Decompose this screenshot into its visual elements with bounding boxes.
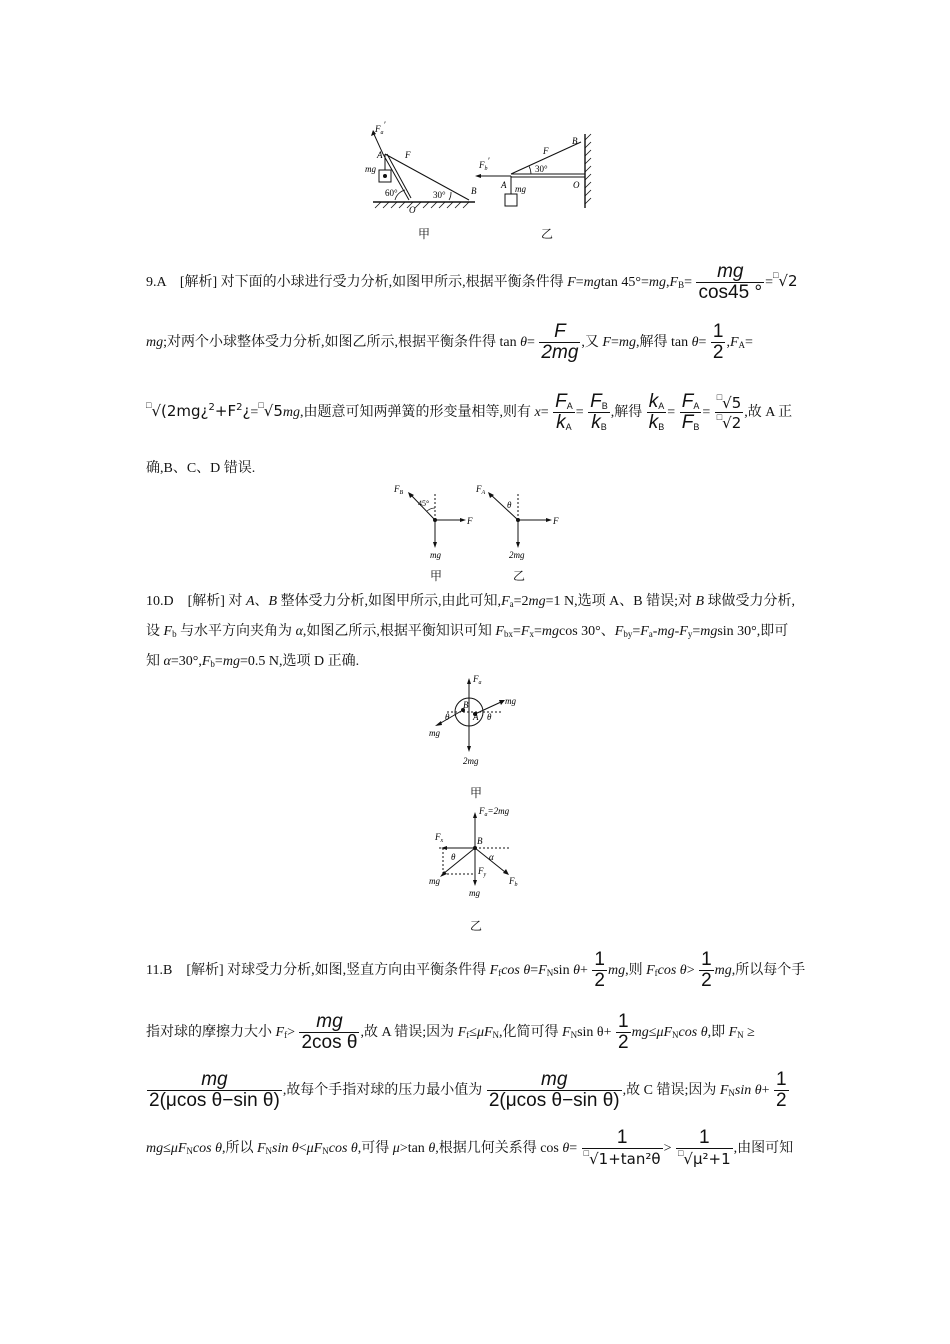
q11-line-4: $mg\le\mu F_N\cos$ θ,所以 $F_N\sin$ $\theta<\mu F_N\cos$ θ,可得 μ>tan θ,根据几何关系得 cos θ= $\frac{1}{^□√1+\tan^2\theta}$ > $\frac{1}{^□√\mu^2+1}$ ,由图可知 xyxy=(146,1127,794,1168)
q9-frac-4: $\frac{F_A}{k_A}$ xyxy=(555,391,573,433)
fig-top-label-f: F xyxy=(405,150,411,160)
fig-q10b-label-fy: $F_y$ xyxy=(478,866,487,878)
fig-q9-label-f2: F xyxy=(553,516,559,526)
fig-q9-label-45: 45° xyxy=(418,499,430,508)
q11-frac-9: $\frac{1}{^□√\mu^2+1}$ xyxy=(677,1127,731,1168)
fig-q9-label-2mg: 2mg xyxy=(509,550,525,560)
fig-q9-label-fa: $F_A$ xyxy=(476,484,486,496)
q9-frac-2: $\frac{F}{2mg}$ xyxy=(541,321,579,363)
q11-frac-8: $\frac{1}{^□√1+\tan^2\theta}$ xyxy=(583,1127,661,1168)
fig-q10b-label-fb: $F_b$ xyxy=(509,876,518,888)
fig-q10a-label-theta-left: θ xyxy=(445,712,450,722)
fig-q9-label-f: F xyxy=(467,516,473,526)
figure-top xyxy=(365,118,605,214)
fig-top-label-b: B xyxy=(471,186,477,196)
fig-q10a-label-a: A xyxy=(473,712,479,722)
q9-line-2: mg;对两个小球整体受力分析,如图乙所示,根据平衡条件得 tan θ= $\frac{F}{2mg}$ ,又 F=mg,解得 tan θ= $\frac{1}{2}$ $,F_A=$ xyxy=(146,321,753,363)
fig-top-label-30b: 30° xyxy=(535,164,548,174)
q10-line-1: 10.D [解析] 对 A、B 整体受力分析,如图甲所示,由此可知$,F_a=2mg=1$ N,选项 A、B 错误;对 B 球做受力分析, xyxy=(146,594,796,609)
fig-q10b-label-mg-mid: mg xyxy=(469,888,480,898)
q11-line-3: $\frac{mg}{\text{2(μcos θ−sin θ)}}$ ,故每个手指对球的压力最小值为 $\frac{mg}{\text{2(μcos θ−sin θ)}}$ ,故 C 错误;因为 $F_N\sin$ θ+ $\frac{1}{2}$ xyxy=(149,1069,787,1111)
q11-frac-7: $\frac{1}{2}$ xyxy=(776,1069,787,1111)
fig-top-label-30: 30° xyxy=(433,190,446,200)
figure-q9 xyxy=(390,480,570,560)
fig-q10b-label-fa: $F_a=2mg$ xyxy=(479,806,510,818)
fig-top-label-f2: F xyxy=(543,146,549,156)
fig-top-label-fa: $F_a'$ xyxy=(375,120,386,136)
q10-line-2: 设 $F_b$ 与水平方向夹角为 α,如图乙所示,根据平衡知识可知 $F_{bx}=F_x=mgcos$ 30°、$F_{by}=F_a-mg-F_y=mgsin$ 30°,即可 xyxy=(146,624,789,639)
fig-q9-label-fb: $F_B$ xyxy=(394,484,404,496)
fig-top-label-o2: O xyxy=(573,180,580,190)
fig-top-label-60: 60° xyxy=(385,188,398,198)
q10-line-3: 知 $\alpha=30^\circ,F_b=mg=0.5$ N,选项 D 正确. xyxy=(146,654,360,669)
fig-q9-label-mg: mg xyxy=(430,550,441,560)
fig-top-label-b2: B xyxy=(572,136,578,146)
fig-q10a-label-mg-right: mg xyxy=(505,696,516,706)
fig-q10a-label-fa: $F_a$ xyxy=(473,674,482,686)
q9-frac-1: $\frac{mg}{\cos 45 ^\circ}$ xyxy=(698,261,763,303)
q9-frac-7: $\frac{F_A}{F_B}$ xyxy=(681,391,700,433)
fig-q10b-label-alpha: α xyxy=(489,852,494,862)
fig-q10b-label-theta: θ xyxy=(451,852,456,862)
q9-frac-6: $\frac{k_A}{k_B}$ xyxy=(648,391,665,433)
figure-q9-caption-left: 甲 xyxy=(430,569,443,583)
figure-top-caption-right: 乙 xyxy=(541,227,554,241)
figure-q10a-caption: 甲 xyxy=(470,786,483,800)
fig-top-label-mg2: mg xyxy=(515,184,526,194)
fig-top-label-mg: mg xyxy=(365,164,376,174)
fig-top-label-a2: A xyxy=(501,180,507,190)
fig-top-label-fb: $F_b'$ xyxy=(479,156,490,172)
figure-top-caption-left: 甲 xyxy=(418,227,431,241)
fig-q10a-label-theta-right: θ xyxy=(487,712,492,722)
q11-line-2: 指对球的摩擦力大小 $F_f>$ $\frac{mg}{\text{2cos θ}}$ ,故 A 错误;因为 $F_f\le\mu F_N$,化简可得 $F_N\sin$ θ+ $\frac{1}{2}$ $mg\le\mu F_N\cos$ θ,即 $F_N$ ≥ xyxy=(146,1011,755,1053)
q11-frac-1: $\frac{1}{2}$ xyxy=(594,949,605,991)
q11-frac-4: $\frac{1}{2}$ xyxy=(618,1011,629,1053)
fig-q10a-label-mg-left: mg xyxy=(429,728,440,738)
q11-frac-6: $\frac{mg}{\text{2(μcos θ−sin θ)}}$ xyxy=(488,1069,620,1111)
fig-top-label-a: A xyxy=(377,150,383,160)
figure-q10b-caption: 乙 xyxy=(470,919,483,933)
fig-q10b-label-mg-left: mg xyxy=(429,876,440,886)
q11-frac-2: $\frac{1}{2}$ xyxy=(701,949,712,991)
fig-q10a-label-b: B xyxy=(463,700,469,710)
fig-q10b-label-fx: $F_x$ xyxy=(435,832,444,844)
figure-q9-caption-right: 乙 xyxy=(513,569,526,583)
q9-line-1: 9.A [解析] 对下面的小球进行受力分析,如图甲所示,根据平衡条件得 F=mgtan $45^\circ=mg,F_B=$ $\frac{mg}{\cos 45 ^\circ}$ =□√2 xyxy=(146,261,798,303)
q11-frac-5: $\frac{mg}{\text{2(μcos θ−sin θ)}}$ xyxy=(149,1069,280,1111)
figure-q10b xyxy=(425,800,535,900)
q11-line-1: 11.B [解析] 对球受力分析,如图,竖直方向由平衡条件得 $F_f\cos$ $\theta=F_N\sin$ θ+ $\frac{1}{2}$ mg,则 $F_f\cos$ θ> $\frac{1}{2}$ mg,所以每个手 xyxy=(146,949,806,991)
q11-frac-3: $\frac{mg}{\text{2cos θ}}$ xyxy=(301,1011,358,1053)
figure-q10a xyxy=(425,670,535,770)
fig-q9-label-theta: θ xyxy=(507,500,512,510)
q9-frac-5: $\frac{F_B}{k_B}$ xyxy=(590,391,608,433)
q9-line-4: 确,B、C、D 错误. xyxy=(146,461,256,476)
q9-frac-3: $\frac{1}{2}$ xyxy=(712,321,724,363)
q9-frac-8: $\frac{^□√5}{^□√2}$ xyxy=(716,392,742,432)
fig-top-label-o: O xyxy=(409,205,416,214)
fig-q10a-label-2mg: 2mg xyxy=(463,756,479,766)
fig-q10b-label-b: B xyxy=(477,836,483,846)
q9-line-3: $^□√(2mg¿^2+F^2¿=^□√5mg$,由题意可知两弹簧的形变量相等,则有 x= $\frac{F_A}{k_A}$ = $\frac{F_B}{k_B}$ ,解得 $\frac{k_A}{k_B}$ = $\frac{F_A}{F_B}$ = $\frac{^□√5}{^□√2}$ ,故 A 正 xyxy=(146,391,793,433)
